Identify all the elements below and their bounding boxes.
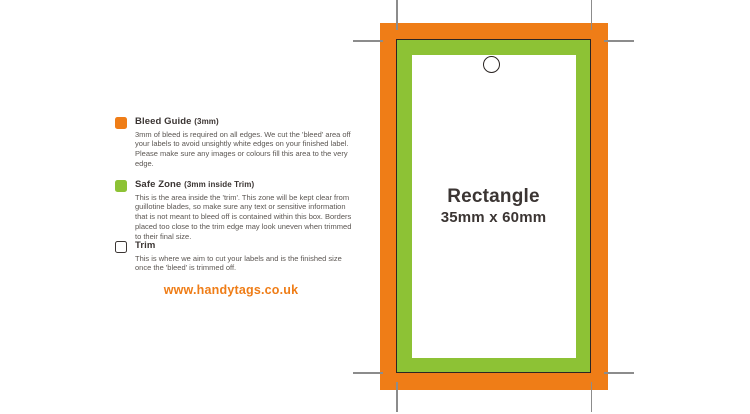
safe-zone-area [396,39,591,373]
bleed-area [380,23,608,390]
legend-item-description: This is the area inside the 'trim'. This zone will be kept clear from guillotine blades, so make sure any text or sensitive information that is not meant to bleed off is contained within this box. Borders placed too close to the trim edge may look uneven when trimmed to their final size. [135,192,352,241]
legend-item-title: Safe Zone [135,179,182,190]
crop-mark-left-top-horizontal [353,40,383,42]
legend-item-title-note: (3mm inside Trim) [184,180,255,189]
crop-mark-top-right-vertical [591,0,593,30]
trim-color-swatch [115,241,127,253]
safe-zone-color-swatch [115,180,127,192]
legend-item-heading [135,116,361,127]
legend-item-title-note: (3mm) [194,117,219,126]
shape-dimensions: 35mm x 60mm [440,208,547,226]
legend-item-bleed-guide [115,116,373,169]
legend-item-description: 3mm of bleed is required on all edges. We cut the 'bleed' area off your labels to avoid unsightly white edges on your finished label. Please make sure any images or colours fill this area to the very edge. [135,129,351,168]
crop-mark-left-bottom-horizontal [353,372,383,374]
legend-item-heading [135,179,361,190]
website-url: www.handytags.co.uk [163,283,299,297]
shape-name: Rectangle [447,185,540,207]
crop-mark-top-left-vertical [396,0,398,30]
bleed-color-swatch [115,117,127,129]
crop-mark-bottom-right-vertical [591,382,593,412]
legend-item-description: This is where we aim to cut your labels and is the finished size once the 'bleed' is trimmed off. [135,253,342,273]
legend-item-title: Trim [135,240,156,251]
legend-item-heading [135,240,361,251]
label-area [412,55,576,358]
crop-mark-bottom-left-vertical [396,382,398,412]
legend-item-trim [115,240,373,273]
crop-mark-right-top-horizontal [604,40,634,42]
legend-item-safe-zone [115,179,373,241]
hole-punch-circle [483,56,500,73]
crop-mark-right-bottom-horizontal [604,372,634,374]
legend-item-title: Bleed Guide [135,116,192,127]
